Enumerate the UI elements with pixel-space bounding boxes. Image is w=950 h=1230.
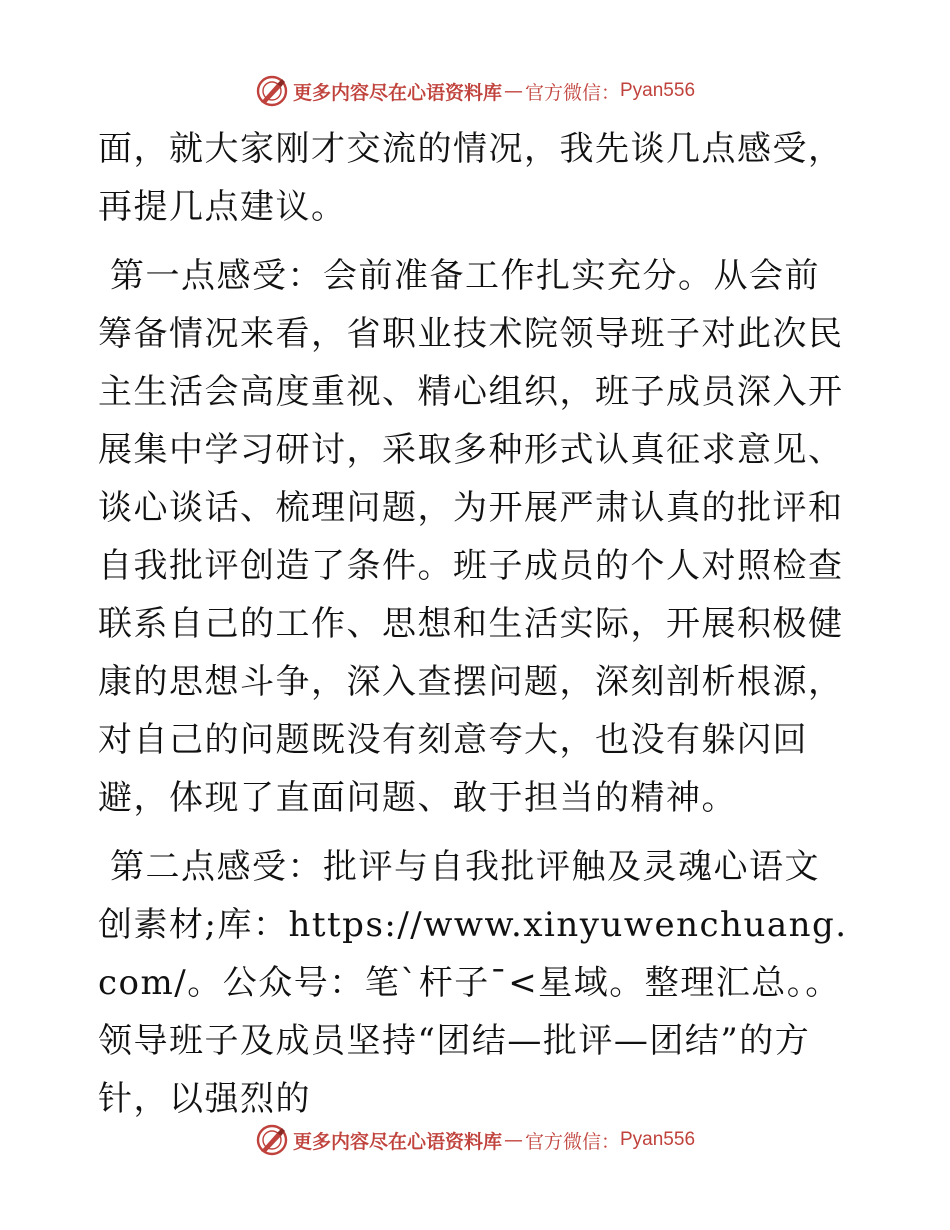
banner-wechat-label: 官方微信： <box>524 1130 620 1153</box>
header-banner <box>0 71 950 111</box>
banner-dash: — <box>503 1129 523 1151</box>
footer-banner <box>0 1120 950 1160</box>
paragraph-second-feeling: 第二点感受：批评与自我批评触及灵魂心语文创素材;库：https://www.xinyuwenchuang.com/。公众号：笔`杆子¯<星域。整理汇总。。领导班子及成员坚持“团结—批评—团结”的方针，以强烈的 <box>98 847 848 1119</box>
pen-logo-icon <box>255 1123 289 1157</box>
banner-title: 更多内容尽在心语资料库 <box>292 81 502 104</box>
pen-logo-icon <box>255 74 289 108</box>
document-body <box>98 120 853 1128</box>
banner-wechat-id: Pyan556 <box>620 80 696 101</box>
paragraph-first-feeling: 第一点感受：会前准备工作扎实充分。从会前筹备情况来看，省职业技术院领导班子对此次民主生活会高度重视、精心组织，班子成员深入开展集中学习研讨，采取多种形式认真征求意见、谈心谈话、梳理问题，为开展严肃认真的批评和自我批评创造了条件。班子成员的个人对照检查联系自己的工作、思想和生活实际，开展积极健康的思想斗争，深入查摆问题，深刻剖析根源，对自己的问题既没有刻意夸大，也没有躲闪回避，体现了直面问题、敢于担当的精神。 <box>98 256 844 818</box>
banner-wechat-id: Pyan556 <box>620 1129 696 1150</box>
banner-dash: — <box>503 80 523 102</box>
paragraph-intro: 面，就大家刚才交流的情况，我先谈几点感受，再提几点建议。 <box>98 129 844 227</box>
banner-title: 更多内容尽在心语资料库 <box>292 1130 502 1153</box>
banner-wechat-label: 官方微信： <box>524 81 620 104</box>
